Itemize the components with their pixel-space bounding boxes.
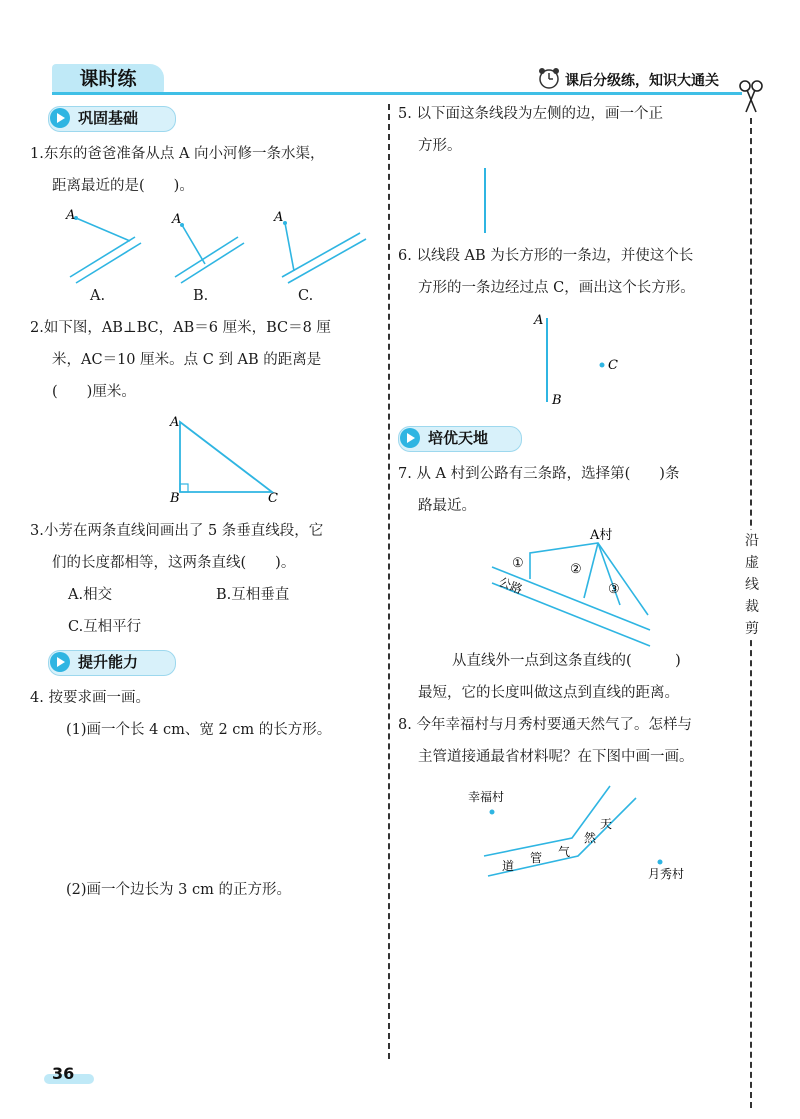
- q5-line1: 5. 以下面这条线段为左侧的边，画一个正: [398, 106, 663, 122]
- q2-label-b: B: [170, 491, 180, 506]
- q5-segment: [480, 168, 490, 238]
- q8-figure: [460, 784, 700, 894]
- scissors-icon: [738, 80, 764, 114]
- q7-fill2: 最短，它的长度叫做这点到直线的距离。: [418, 685, 679, 701]
- q8-pipe-char-1: 道: [502, 859, 515, 873]
- section-advanced: 培优天地: [398, 426, 522, 450]
- clock-icon: [536, 66, 562, 90]
- q6-line2: 方形的一条边经过点 C，画出这个长方形。: [418, 280, 695, 296]
- q8-pipe-char-3: 气: [558, 845, 571, 859]
- q2-line3: ( )厘米。: [52, 384, 136, 400]
- q8-pipe-char-2: 管: [530, 851, 543, 865]
- q1-option-b: B.: [193, 288, 209, 304]
- q1-option-a: A.: [90, 288, 106, 304]
- q6-line1: 6. 以线段 AB 为长方形的一条边，并使这个长: [398, 248, 694, 264]
- q7-path-3: ③: [608, 582, 620, 597]
- q1-figure: [60, 205, 350, 285]
- q1-line2: 距离最近的是( )。: [52, 178, 194, 194]
- q7-path-1: ①: [512, 556, 524, 571]
- q3-option-c: C.互相平行: [68, 619, 142, 635]
- q1-option-c: C.: [298, 288, 314, 304]
- q1-line1: 1.东东的爸爸准备从点 A 向小河修一条水渠，: [30, 146, 325, 162]
- section-improve: 提升能力: [48, 650, 176, 674]
- q7-figure: [490, 525, 670, 640]
- q6-label-b: B: [552, 393, 562, 408]
- q8-village-2: 月秀村: [648, 867, 685, 881]
- header-slogan: 课后分级练，知识大通关: [565, 73, 719, 89]
- page-number: 36: [52, 1064, 75, 1083]
- q4-line1: 4. 按要求画一画。: [30, 690, 150, 706]
- cut-hint: 沿 虚 线 裁 剪: [742, 530, 762, 640]
- column-divider: [388, 104, 390, 1059]
- q3-line2: 们的长度都相等，这两条直线( )。: [52, 555, 296, 571]
- q7-road: 公路: [496, 574, 525, 597]
- q1-point-b: A: [172, 212, 182, 227]
- q3-line1: 3.小芳在两条直线间画出了 5 条垂直线段，它: [30, 523, 324, 539]
- q2-line1: 2.如下图，AB⊥BC，AB＝6 厘米，BC＝8 厘: [30, 320, 331, 336]
- q7-line1: 7. 从 A 村到公路有三条路，选择第( )条: [398, 466, 680, 482]
- q6-figure: [530, 310, 630, 410]
- q8-line2: 主管道接通最省材料呢？在下图中画一画。: [418, 749, 694, 765]
- q3-option-a: A.相交: [68, 587, 113, 603]
- q8-pipe-char-5: 天: [600, 817, 613, 831]
- q2-label-a: A: [170, 415, 180, 430]
- q8-pipe-char-4: 然: [584, 831, 597, 845]
- header-title: 课时练: [52, 64, 164, 94]
- q7-path-2: ②: [570, 562, 582, 577]
- q1-point-c: A: [274, 210, 284, 225]
- q5-line2: 方形。: [418, 138, 462, 154]
- q2-line2: 米，AC＝10 厘米。点 C 到 AB 的距离是: [52, 352, 322, 368]
- q7-village: A村: [590, 528, 613, 543]
- q2-triangle: [168, 412, 288, 507]
- q2-label-c: C: [268, 491, 278, 506]
- q1-point-a: A: [66, 208, 76, 223]
- q8-line1: 8. 今年幸福村与月秀村要通天然气了。怎样与: [398, 717, 692, 733]
- q4-sub1: (1)画一个长 4 cm、宽 2 cm 的长方形。: [66, 722, 332, 738]
- q7-fill1: 从直线外一点到这条直线的( ): [452, 653, 681, 669]
- section-basic: 巩固基础: [48, 106, 176, 130]
- q4-sub2: (2)画一个边长为 3 cm 的正方形。: [66, 882, 291, 898]
- header-rule: [52, 92, 742, 95]
- q6-label-a: A: [534, 313, 544, 328]
- q3-option-b: B.互相垂直: [216, 587, 290, 603]
- q6-label-c: C: [608, 358, 618, 373]
- q7-line2: 路最近。: [418, 498, 476, 514]
- q8-village-1: 幸福村: [468, 790, 505, 804]
